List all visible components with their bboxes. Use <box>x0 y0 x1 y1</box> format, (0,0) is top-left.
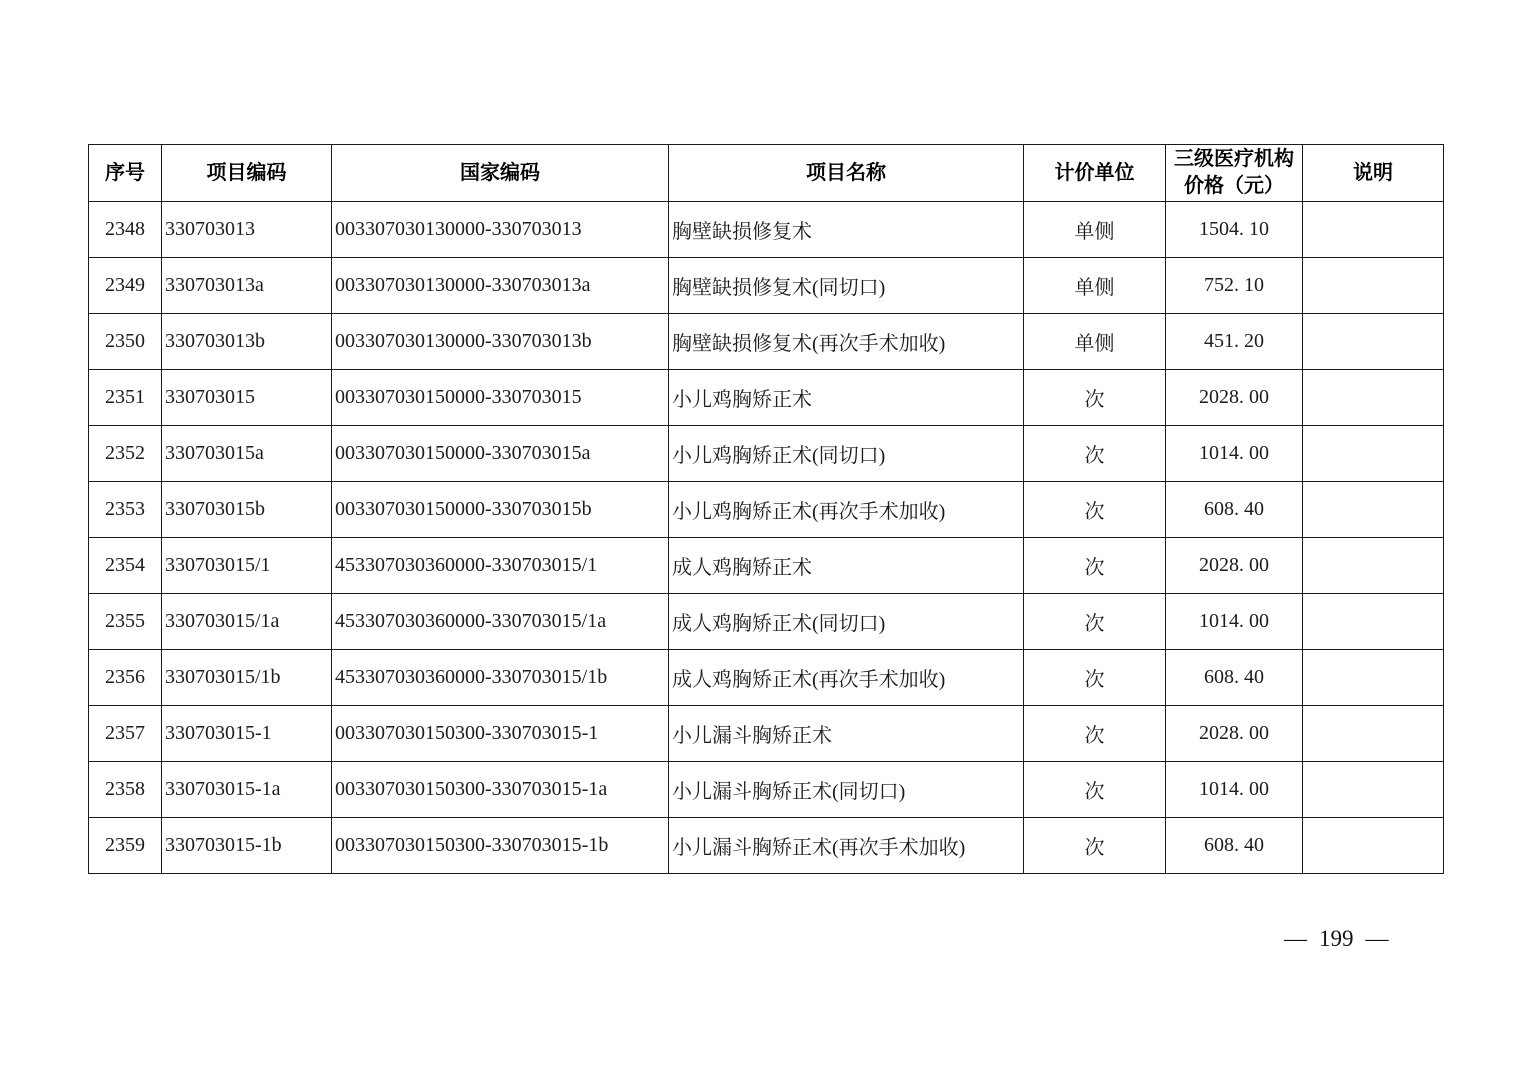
cell-project-code: 330703015-1b <box>162 818 332 874</box>
col-header-price: 三级医疗机构价格（元） <box>1166 145 1303 202</box>
header-row <box>89 145 1444 202</box>
table-row <box>89 538 1444 594</box>
cell-price: 752. 10 <box>1166 258 1303 314</box>
cell-unit: 次 <box>1024 818 1166 874</box>
cell-note <box>1303 818 1444 874</box>
table-body <box>89 202 1444 874</box>
cell-name: 小儿鸡胸矫正术 <box>669 370 1024 426</box>
cell-national-code: 003307030130000-330703013a <box>332 258 669 314</box>
cell-unit: 次 <box>1024 762 1166 818</box>
page-number-footer <box>1272 926 1401 952</box>
cell-project-code: 330703015b <box>162 482 332 538</box>
cell-seq: 2351 <box>89 370 162 426</box>
col-header-project-code: 项目编码 <box>162 145 332 202</box>
cell-price: 608. 40 <box>1166 482 1303 538</box>
cell-name: 小儿鸡胸矫正术(同切口) <box>669 426 1024 482</box>
table-row <box>89 594 1444 650</box>
cell-note <box>1303 370 1444 426</box>
cell-name: 成人鸡胸矫正术(同切口) <box>669 594 1024 650</box>
cell-name: 小儿漏斗胸矫正术 <box>669 706 1024 762</box>
cell-national-code: 003307030150000-330703015 <box>332 370 669 426</box>
cell-name: 胸壁缺损修复术(同切口) <box>669 258 1024 314</box>
cell-price: 608. 40 <box>1166 818 1303 874</box>
cell-note <box>1303 594 1444 650</box>
cell-national-code: 003307030130000-330703013b <box>332 314 669 370</box>
cell-project-code: 330703015-1a <box>162 762 332 818</box>
cell-project-code: 330703013 <box>162 202 332 258</box>
cell-national-code: 003307030150300-330703015-1 <box>332 706 669 762</box>
cell-seq: 2352 <box>89 426 162 482</box>
cell-seq: 2354 <box>89 538 162 594</box>
cell-price: 2028. 00 <box>1166 706 1303 762</box>
cell-price: 451. 20 <box>1166 314 1303 370</box>
cell-name: 胸壁缺损修复术 <box>669 202 1024 258</box>
cell-project-code: 330703013b <box>162 314 332 370</box>
cell-price: 2028. 00 <box>1166 370 1303 426</box>
price-table <box>88 144 1444 874</box>
table-row <box>89 762 1444 818</box>
cell-national-code: 003307030130000-330703013 <box>332 202 669 258</box>
col-header-national-code: 国家编码 <box>332 145 669 202</box>
cell-seq: 2356 <box>89 650 162 706</box>
footer-left-dash: — <box>1284 926 1307 951</box>
cell-unit: 次 <box>1024 594 1166 650</box>
cell-name: 成人鸡胸矫正术(再次手术加收) <box>669 650 1024 706</box>
cell-unit: 单侧 <box>1024 258 1166 314</box>
cell-price: 1014. 00 <box>1166 594 1303 650</box>
cell-national-code: 003307030150000-330703015a <box>332 426 669 482</box>
price-table-container <box>88 144 1444 874</box>
cell-name: 小儿漏斗胸矫正术(再次手术加收) <box>669 818 1024 874</box>
cell-unit: 次 <box>1024 482 1166 538</box>
cell-price: 608. 40 <box>1166 650 1303 706</box>
cell-unit: 次 <box>1024 426 1166 482</box>
cell-name: 胸壁缺损修复术(再次手术加收) <box>669 314 1024 370</box>
cell-project-code: 330703015 <box>162 370 332 426</box>
cell-name: 小儿鸡胸矫正术(再次手术加收) <box>669 482 1024 538</box>
table-row <box>89 650 1444 706</box>
cell-national-code: 453307030360000-330703015/1b <box>332 650 669 706</box>
col-header-seq: 序号 <box>89 145 162 202</box>
cell-name: 小儿漏斗胸矫正术(同切口) <box>669 762 1024 818</box>
cell-unit: 单侧 <box>1024 202 1166 258</box>
cell-project-code: 330703015/1a <box>162 594 332 650</box>
cell-project-code: 330703015/1b <box>162 650 332 706</box>
cell-seq: 2359 <box>89 818 162 874</box>
cell-project-code: 330703015a <box>162 426 332 482</box>
table-row <box>89 314 1444 370</box>
cell-seq: 2353 <box>89 482 162 538</box>
table-row <box>89 818 1444 874</box>
cell-seq: 2358 <box>89 762 162 818</box>
cell-seq: 2355 <box>89 594 162 650</box>
cell-seq: 2349 <box>89 258 162 314</box>
cell-seq: 2350 <box>89 314 162 370</box>
col-header-name: 项目名称 <box>669 145 1024 202</box>
table-row <box>89 258 1444 314</box>
cell-name: 成人鸡胸矫正术 <box>669 538 1024 594</box>
cell-price: 1014. 00 <box>1166 426 1303 482</box>
cell-price: 1014. 00 <box>1166 762 1303 818</box>
cell-note <box>1303 426 1444 482</box>
cell-project-code: 330703015-1 <box>162 706 332 762</box>
cell-national-code: 453307030360000-330703015/1a <box>332 594 669 650</box>
cell-note <box>1303 314 1444 370</box>
cell-seq: 2348 <box>89 202 162 258</box>
page-number: 199 <box>1319 926 1354 951</box>
table-row <box>89 482 1444 538</box>
cell-price: 2028. 00 <box>1166 538 1303 594</box>
cell-seq: 2357 <box>89 706 162 762</box>
cell-project-code: 330703015/1 <box>162 538 332 594</box>
cell-unit: 次 <box>1024 706 1166 762</box>
cell-note <box>1303 482 1444 538</box>
cell-national-code: 453307030360000-330703015/1 <box>332 538 669 594</box>
cell-national-code: 003307030150300-330703015-1a <box>332 762 669 818</box>
table-row <box>89 426 1444 482</box>
footer-right-dash: — <box>1365 926 1389 951</box>
cell-note <box>1303 762 1444 818</box>
table-row <box>89 706 1444 762</box>
col-header-note: 说明 <box>1303 145 1444 202</box>
cell-unit: 次 <box>1024 538 1166 594</box>
cell-note <box>1303 706 1444 762</box>
col-header-unit: 计价单位 <box>1024 145 1166 202</box>
cell-unit: 次 <box>1024 370 1166 426</box>
cell-project-code: 330703013a <box>162 258 332 314</box>
cell-price: 1504. 10 <box>1166 202 1303 258</box>
cell-note <box>1303 538 1444 594</box>
cell-note <box>1303 258 1444 314</box>
cell-note <box>1303 202 1444 258</box>
cell-note <box>1303 650 1444 706</box>
cell-national-code: 003307030150300-330703015-1b <box>332 818 669 874</box>
cell-unit: 次 <box>1024 650 1166 706</box>
table-row <box>89 202 1444 258</box>
cell-national-code: 003307030150000-330703015b <box>332 482 669 538</box>
cell-unit: 单侧 <box>1024 314 1166 370</box>
table-row <box>89 370 1444 426</box>
